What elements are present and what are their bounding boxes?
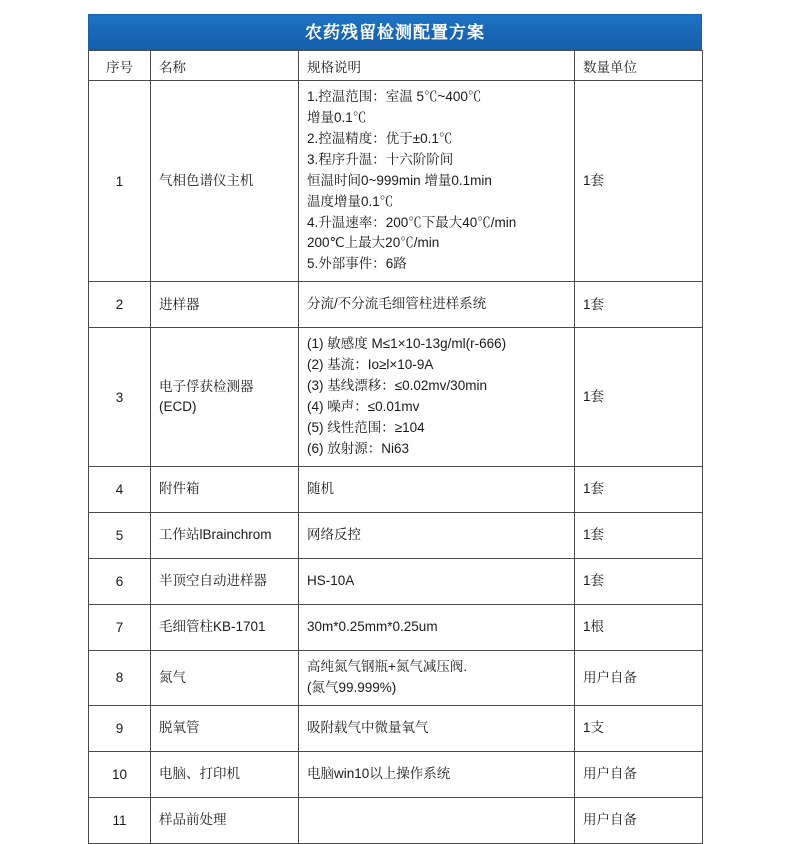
- row-index: 10: [89, 751, 151, 797]
- document-title-bar: [88, 14, 702, 50]
- row-qty: 1套: [575, 466, 703, 512]
- row-index: 4: [89, 466, 151, 512]
- row-spec: (1) 敏感度 M≤1×10-13g/ml(r-666) (2) 基流：Io≥l×10-9A (3) 基线漂移：≤0.02mv/30min (4) 噪声：≤0.01mv (5) 线性范围：≥104 (6) 放射源：Ni63: [299, 328, 575, 467]
- row-qty: 1套: [575, 282, 703, 328]
- row-spec: [299, 797, 575, 843]
- table-row: [89, 751, 703, 797]
- row-name: 毛细管柱KB-1701: [151, 604, 299, 650]
- column-header-qty: 数量单位: [575, 51, 703, 81]
- row-index: 8: [89, 650, 151, 705]
- row-name: 气相色谱仪主机: [151, 81, 299, 282]
- row-spec: 网络反控: [299, 512, 575, 558]
- row-name: 工作站lBrainchrom: [151, 512, 299, 558]
- table-row: [89, 604, 703, 650]
- row-qty: 用户自备: [575, 751, 703, 797]
- configuration-table: [88, 50, 703, 844]
- table-row: [89, 797, 703, 843]
- table-header: [89, 51, 703, 81]
- row-name: 样品前处理: [151, 797, 299, 843]
- row-spec: 分流/不分流毛细管柱进样系统: [299, 282, 575, 328]
- row-qty: 用户自备: [575, 650, 703, 705]
- row-qty: 1套: [575, 328, 703, 467]
- row-qty: 1支: [575, 705, 703, 751]
- table-row: [89, 328, 703, 467]
- row-qty: 1套: [575, 558, 703, 604]
- table-row: [89, 282, 703, 328]
- row-index: 9: [89, 705, 151, 751]
- table-body: [89, 81, 703, 844]
- row-index: 2: [89, 282, 151, 328]
- row-name: 进样器: [151, 282, 299, 328]
- table-header-row: [89, 51, 703, 81]
- table-row: [89, 466, 703, 512]
- page-title: 农药残留检测配置方案: [305, 23, 485, 42]
- column-header-name: 名称: [151, 51, 299, 81]
- row-spec: 随机: [299, 466, 575, 512]
- row-name: 脱氧管: [151, 705, 299, 751]
- row-index: 11: [89, 797, 151, 843]
- row-spec: 30m*0.25mm*0.25um: [299, 604, 575, 650]
- table-row: [89, 650, 703, 705]
- row-qty: 1套: [575, 81, 703, 282]
- row-spec: 高纯氮气钢瓶+氮气减压阀. (氮气99.999%): [299, 650, 575, 705]
- table-row: [89, 705, 703, 751]
- row-index: 3: [89, 328, 151, 467]
- row-index: 7: [89, 604, 151, 650]
- row-spec: HS-10A: [299, 558, 575, 604]
- row-index: 6: [89, 558, 151, 604]
- row-spec: 吸附载气中微量氧气: [299, 705, 575, 751]
- row-name: 电脑、打印机: [151, 751, 299, 797]
- row-name: 半顶空自动进样器: [151, 558, 299, 604]
- table-row: [89, 81, 703, 282]
- column-header-index: 序号: [89, 51, 151, 81]
- row-qty: 用户自备: [575, 797, 703, 843]
- row-qty: 1根: [575, 604, 703, 650]
- row-name: 电子俘获检测器 (ECD): [151, 328, 299, 467]
- row-index: 5: [89, 512, 151, 558]
- row-name: 氮气: [151, 650, 299, 705]
- row-index: 1: [89, 81, 151, 282]
- column-header-spec: 规格说明: [299, 51, 575, 81]
- table-row: [89, 512, 703, 558]
- row-spec: 1.控温范围：室温 5℃~400℃ 增量0.1℃ 2.控温精度：优于±0.1℃ 3.程序升温：十六阶阶间 恒温时间0~999min 增量0.1min 温度增量0.1℃ 4.升温速率：200℃下最大40℃/min 200℃上最大20℃/min 5.外部事件：6路: [299, 81, 575, 282]
- row-name: 附件箱: [151, 466, 299, 512]
- row-qty: 1套: [575, 512, 703, 558]
- table-row: [89, 558, 703, 604]
- row-spec: 电脑win10以上操作系统: [299, 751, 575, 797]
